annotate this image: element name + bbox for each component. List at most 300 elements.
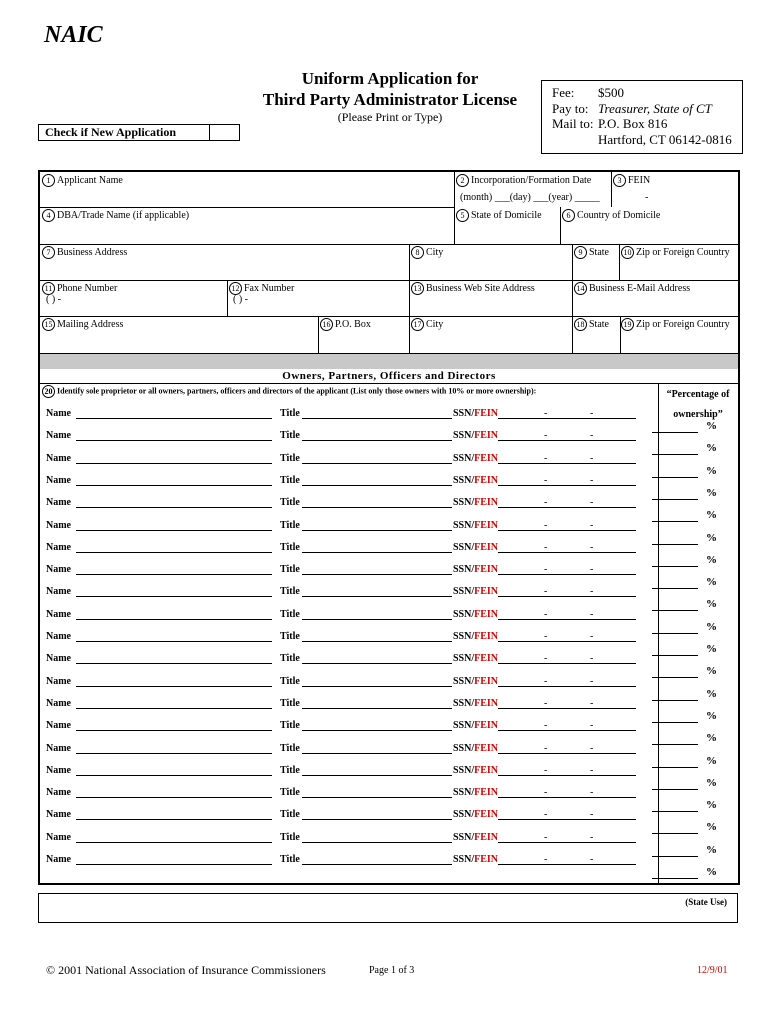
fein-label: FEIN xyxy=(474,764,499,776)
ssn-label: SSN/ xyxy=(453,452,475,464)
field-website[interactable] xyxy=(411,282,535,295)
fein-label: FEIN xyxy=(474,854,499,865)
ssn-dash: - xyxy=(590,854,594,865)
percentage-input-line[interactable] xyxy=(652,477,698,478)
title-label: Title xyxy=(280,541,300,553)
percentage-input-line[interactable] xyxy=(652,700,698,701)
name-input-line[interactable] xyxy=(76,440,272,441)
name-label: Name xyxy=(46,452,71,464)
field-incorporation-date[interactable] xyxy=(456,174,591,187)
field-number: 5 xyxy=(456,209,469,222)
percent-symbol: % xyxy=(706,486,717,499)
percentage-entry xyxy=(652,843,732,860)
owner-row xyxy=(40,653,640,667)
owner-row xyxy=(40,809,640,823)
ssn-fein-label xyxy=(453,564,498,575)
percentage-input-line[interactable] xyxy=(652,722,698,723)
name-label: Name xyxy=(46,631,71,642)
name-input-line[interactable] xyxy=(76,574,272,575)
ssn-input-line[interactable] xyxy=(498,507,636,508)
field-number: 10 xyxy=(621,246,634,259)
field-business-address[interactable] xyxy=(42,246,127,259)
field-label: State of Domicile xyxy=(471,209,542,221)
name-input-line[interactable] xyxy=(76,596,272,597)
field-number: 8 xyxy=(411,246,424,259)
title-input-line[interactable] xyxy=(302,463,452,464)
grid-line xyxy=(40,244,738,245)
name-label: Name xyxy=(46,854,71,865)
title-label: Title xyxy=(280,809,300,821)
ssn-input-line[interactable] xyxy=(498,708,636,709)
ssn-input-line[interactable] xyxy=(498,753,636,754)
ssn-input-line[interactable] xyxy=(498,440,636,441)
percentage-header-line-1: “Percentage of xyxy=(666,389,730,400)
percentage-entry xyxy=(652,868,732,882)
footer-copyright: © 2001 National Association of Insurance Commissioners xyxy=(46,963,326,977)
ssn-dash: - xyxy=(590,831,594,843)
title-input-line[interactable] xyxy=(302,753,452,754)
owner-row xyxy=(40,832,640,846)
owner-row xyxy=(40,497,640,511)
percent-symbol: % xyxy=(706,843,717,856)
percent-symbol: % xyxy=(706,665,717,678)
ssn-dash: - xyxy=(544,586,548,598)
title-label: Title xyxy=(280,742,300,754)
ssn-input-line[interactable] xyxy=(498,797,636,798)
name-input-line[interactable] xyxy=(76,730,272,731)
percentage-input-line[interactable] xyxy=(652,856,698,857)
ssn-label: SSN/ xyxy=(453,854,475,865)
percent-symbol: % xyxy=(706,643,717,655)
name-input-line[interactable] xyxy=(76,485,272,486)
fein-label: FEIN xyxy=(474,452,499,464)
ssn-dash: - xyxy=(590,586,594,598)
ssn-dash: - xyxy=(590,720,594,732)
percentage-input-line[interactable] xyxy=(652,499,698,500)
field-mailing-address[interactable] xyxy=(42,318,123,331)
owner-row xyxy=(40,676,640,690)
instruction-text: Identify sole proprietor or all owners, partners, officers and directors of the applicant (List only those owners with 10% or more ownership): xyxy=(57,386,537,396)
ssn-input-line[interactable] xyxy=(498,485,636,486)
ssn-dash: - xyxy=(590,742,594,754)
owner-row xyxy=(40,854,640,868)
percentage-input-line[interactable] xyxy=(652,677,698,678)
title-input-line[interactable] xyxy=(302,708,452,709)
percentage-entry xyxy=(652,422,732,436)
name-label: Name xyxy=(46,586,71,598)
name-input-line[interactable] xyxy=(76,864,272,865)
ssn-dash: - xyxy=(544,564,548,576)
field-number: 19 xyxy=(621,318,634,331)
field-label: Business Web Site Address xyxy=(426,282,535,294)
owner-row xyxy=(40,564,640,578)
ssn-input-line[interactable] xyxy=(498,552,636,553)
title-label: Title xyxy=(280,854,300,865)
owner-row xyxy=(40,765,640,779)
ssn-dash: - xyxy=(544,742,548,754)
percentage-input-line[interactable] xyxy=(652,521,698,522)
ssn-label: SSN/ xyxy=(453,541,475,553)
field-label: P.O. Box xyxy=(335,318,371,330)
grid-line xyxy=(572,244,573,353)
percentage-input-line[interactable] xyxy=(652,566,698,567)
title-label: Title xyxy=(280,430,300,442)
percent-symbol: % xyxy=(706,687,717,700)
fein-label: FEIN xyxy=(474,787,499,799)
new-application-label: Check if New Application xyxy=(45,125,177,139)
payto-label: Pay to: xyxy=(552,101,589,116)
field-number: 3 xyxy=(613,174,626,187)
ssn-fein-label xyxy=(453,430,498,441)
title-label: Title xyxy=(280,653,300,665)
ssn-dash: - xyxy=(590,541,594,553)
percentage-entry xyxy=(652,444,732,458)
percentage-entry xyxy=(652,511,732,525)
ssn-label: SSN/ xyxy=(453,631,475,642)
fax-format-hint: ( ) - xyxy=(233,294,248,305)
name-input-line[interactable] xyxy=(76,552,272,553)
ssn-fein-label xyxy=(453,631,498,642)
percent-symbol: % xyxy=(706,531,717,544)
percentage-input-line[interactable] xyxy=(652,588,698,589)
field-number: 9 xyxy=(574,246,587,259)
ssn-input-line[interactable] xyxy=(498,686,636,687)
field-state-of-domicile[interactable] xyxy=(456,209,542,222)
ssn-dash: - xyxy=(544,452,548,464)
ssn-dash: - xyxy=(590,564,594,576)
ssn-input-line[interactable] xyxy=(498,463,636,464)
field-number: 14 xyxy=(574,282,587,295)
ssn-input-line[interactable] xyxy=(498,819,636,820)
field-number: 13 xyxy=(411,282,424,295)
name-input-line[interactable] xyxy=(76,463,272,464)
percentage-input-line[interactable] xyxy=(652,878,698,879)
title-input-line[interactable] xyxy=(302,842,452,843)
ssn-dash: - xyxy=(544,764,548,776)
ssn-dash: - xyxy=(544,497,548,509)
title-label: Title xyxy=(280,697,300,709)
owner-row xyxy=(40,453,640,467)
ssn-dash: - xyxy=(544,608,548,620)
name-label: Name xyxy=(46,430,71,442)
field-po-box[interactable] xyxy=(320,318,371,331)
title-line-1: Uniform Application for xyxy=(301,69,479,88)
name-label: Name xyxy=(46,653,71,665)
title-label: Title xyxy=(280,631,300,642)
field-label: City xyxy=(426,318,444,330)
footer-date: 12/9/01 xyxy=(697,965,728,976)
ssn-fein-label xyxy=(453,676,498,687)
name-label: Name xyxy=(46,564,71,576)
ssn-input-line[interactable] xyxy=(498,619,636,620)
name-label: Name xyxy=(46,764,71,776)
ssn-dash: - xyxy=(590,408,594,419)
ssn-fein-label xyxy=(453,520,498,531)
ssn-dash: - xyxy=(544,675,548,687)
percent-symbol: % xyxy=(706,576,717,589)
ssn-fein-label xyxy=(453,698,498,709)
owner-row xyxy=(40,631,640,645)
grid-line xyxy=(40,207,454,208)
ssn-dash: - xyxy=(590,497,594,509)
name-input-line[interactable] xyxy=(76,507,272,508)
name-label: Name xyxy=(46,742,71,754)
title-input-line[interactable] xyxy=(302,730,452,731)
percentage-input-line[interactable] xyxy=(652,811,698,812)
title-label: Title xyxy=(280,675,300,687)
owner-row xyxy=(40,430,640,444)
name-input-line[interactable] xyxy=(76,418,272,419)
date-format-hint: (month) ___(day) ___(year) _____ xyxy=(460,192,600,203)
percent-symbol: % xyxy=(706,709,717,722)
field-mailing-city[interactable] xyxy=(411,318,443,331)
owner-row xyxy=(40,408,640,422)
title-label: Title xyxy=(280,564,300,576)
ssn-dash: - xyxy=(544,430,548,442)
field-label: Phone Number xyxy=(57,282,118,294)
ssn-fein-label xyxy=(453,408,498,419)
title-input-line[interactable] xyxy=(302,530,452,531)
percentage-input-line[interactable] xyxy=(652,767,698,768)
grid-line xyxy=(40,383,738,384)
field-label: FEIN xyxy=(628,174,651,186)
fein-label: FEIN xyxy=(474,720,499,732)
percent-symbol: % xyxy=(706,754,717,767)
fein-label: FEIN xyxy=(474,631,499,642)
field-number: 2 xyxy=(456,174,469,187)
percentage-input-line[interactable] xyxy=(652,744,698,745)
ssn-dash: - xyxy=(590,519,594,531)
phone-format-hint: ( ) - xyxy=(46,294,61,305)
mailto-label: Mail to: xyxy=(552,116,594,131)
percentage-entry xyxy=(652,709,732,726)
field-label: Incorporation/Formation Date xyxy=(471,174,592,186)
percent-symbol: % xyxy=(706,553,717,566)
title-input-line[interactable] xyxy=(302,686,452,687)
title-input-line[interactable] xyxy=(302,619,452,620)
name-input-line[interactable] xyxy=(76,753,272,754)
ssn-dash: - xyxy=(590,474,594,486)
owner-row xyxy=(40,720,640,734)
percent-symbol: % xyxy=(706,598,717,611)
field-mailing-state[interactable] xyxy=(574,318,609,331)
grid-line xyxy=(409,244,410,353)
title-input-line[interactable] xyxy=(302,485,452,486)
field-number: 16 xyxy=(320,318,333,331)
name-input-line[interactable] xyxy=(76,530,272,531)
ssn-label: SSN/ xyxy=(453,764,475,776)
percentage-entry xyxy=(652,801,732,815)
mailto-value: P.O. Box 816 xyxy=(598,116,668,131)
title-label: Title xyxy=(280,586,300,598)
percent-symbol: % xyxy=(706,509,717,522)
ssn-dash: - xyxy=(590,764,594,776)
field-number: 11 xyxy=(42,282,55,295)
field-email[interactable] xyxy=(574,282,690,295)
name-input-line[interactable] xyxy=(76,663,272,664)
name-label: Name xyxy=(46,497,71,509)
title-input-line[interactable] xyxy=(302,440,452,441)
field-label: Business E-Mail Address xyxy=(589,282,691,294)
field-label: Applicant Name xyxy=(57,174,123,186)
ssn-input-line[interactable] xyxy=(498,596,636,597)
title-input-line[interactable] xyxy=(302,596,452,597)
percentage-entry xyxy=(652,823,732,837)
owner-row xyxy=(40,542,640,556)
name-input-line[interactable] xyxy=(76,797,272,798)
percentage-input-line[interactable] xyxy=(652,655,698,656)
name-input-line[interactable] xyxy=(76,775,272,776)
name-input-line[interactable] xyxy=(76,619,272,620)
title-input-line[interactable] xyxy=(302,864,452,865)
title-input-line[interactable] xyxy=(302,507,452,508)
fein-label: FEIN xyxy=(474,564,499,576)
field-state[interactable] xyxy=(574,246,609,259)
name-input-line[interactable] xyxy=(76,686,272,687)
new-application-checkbox-row[interactable] xyxy=(38,124,240,141)
percentage-header xyxy=(660,385,736,425)
field-label: State xyxy=(589,318,609,330)
percent-symbol: % xyxy=(706,866,717,878)
percentage-input-line[interactable] xyxy=(652,610,698,611)
title-label: Title xyxy=(280,519,300,531)
ssn-fein-label xyxy=(453,475,498,486)
title-input-line[interactable] xyxy=(302,418,452,419)
percentage-entry xyxy=(652,578,732,592)
owner-row xyxy=(40,520,640,534)
field-city[interactable] xyxy=(411,246,443,259)
percentage-input-line[interactable] xyxy=(652,454,698,455)
org-logo-text: NAIC xyxy=(44,22,103,48)
title-input-line[interactable] xyxy=(302,797,452,798)
fein-label: FEIN xyxy=(474,742,499,754)
percentage-entry xyxy=(652,464,732,481)
ssn-dash: - xyxy=(590,809,594,821)
ssn-dash: - xyxy=(590,675,594,687)
title-input-line[interactable] xyxy=(302,641,452,642)
title-input-line[interactable] xyxy=(302,819,452,820)
ssn-fein-label xyxy=(453,854,498,865)
field-fein[interactable] xyxy=(613,174,650,187)
percentage-entry xyxy=(652,531,732,548)
field-number: 4 xyxy=(42,209,55,222)
fein-label: FEIN xyxy=(474,430,499,442)
ssn-input-line[interactable] xyxy=(498,775,636,776)
name-input-line[interactable] xyxy=(76,842,272,843)
ssn-fein-label xyxy=(453,653,498,664)
ssn-input-line[interactable] xyxy=(498,418,636,419)
grid-line xyxy=(454,172,455,244)
ssn-label: SSN/ xyxy=(453,608,475,620)
ssn-label: SSN/ xyxy=(453,809,475,821)
percentage-header-line-2: ownership” xyxy=(673,409,723,420)
owners-section-title: Owners, Partners, Officers and Directors xyxy=(282,370,496,382)
percentage-input-line[interactable] xyxy=(652,789,698,790)
name-label: Name xyxy=(46,474,71,486)
ssn-dash: - xyxy=(590,631,594,642)
field-mailing-zip[interactable] xyxy=(621,318,730,331)
title-label: Title xyxy=(280,787,300,799)
ssn-input-line[interactable] xyxy=(498,574,636,575)
ssn-label: SSN/ xyxy=(453,720,475,732)
field-label: Country of Domicile xyxy=(577,209,661,221)
ssn-dash: - xyxy=(544,854,548,865)
ssn-fein-label xyxy=(453,453,498,464)
percentage-input-line[interactable] xyxy=(652,633,698,634)
ssn-fein-label xyxy=(453,743,498,754)
fein-label: FEIN xyxy=(474,497,499,509)
ssn-fein-label xyxy=(453,809,498,820)
percentage-entry xyxy=(652,667,732,681)
percent-symbol: % xyxy=(706,620,717,633)
percentage-entry xyxy=(652,553,732,570)
ssn-label: SSN/ xyxy=(453,831,475,843)
name-label: Name xyxy=(46,831,71,843)
field-applicant-name[interactable] xyxy=(42,174,123,187)
percentage-input-line[interactable] xyxy=(652,833,698,834)
percentage-input-line[interactable] xyxy=(652,432,698,433)
new-application-checkbox[interactable] xyxy=(209,125,210,140)
ssn-input-line[interactable] xyxy=(498,730,636,731)
ssn-label: SSN/ xyxy=(453,564,475,576)
name-input-line[interactable] xyxy=(76,641,272,642)
field-label: Fax Number xyxy=(244,282,295,294)
name-input-line[interactable] xyxy=(76,819,272,820)
name-label: Name xyxy=(46,519,71,531)
ssn-dash: - xyxy=(544,631,548,642)
name-label: Name xyxy=(46,787,71,799)
fein-label: FEIN xyxy=(474,586,499,598)
ssn-input-line[interactable] xyxy=(498,530,636,531)
owner-row xyxy=(40,609,640,623)
owner-row xyxy=(40,698,640,712)
ssn-input-line[interactable] xyxy=(498,641,636,642)
ssn-label: SSN/ xyxy=(453,430,475,442)
ssn-input-line[interactable] xyxy=(498,864,636,865)
title-input-line[interactable] xyxy=(302,574,452,575)
percentage-entry xyxy=(652,754,732,771)
name-label: Name xyxy=(46,697,71,709)
field-dba-name[interactable] xyxy=(42,209,189,222)
percentage-entry xyxy=(652,486,732,503)
ssn-dash: - xyxy=(544,541,548,553)
ssn-fein-label xyxy=(453,765,498,776)
fein-label: FEIN xyxy=(474,675,499,687)
ssn-label: SSN/ xyxy=(453,697,475,709)
name-input-line[interactable] xyxy=(76,708,272,709)
grid-line xyxy=(619,244,620,280)
percent-symbol: % xyxy=(706,420,717,432)
fein-label: FEIN xyxy=(474,653,499,665)
form-title xyxy=(230,68,550,110)
title-input-line[interactable] xyxy=(302,663,452,664)
field-zip[interactable] xyxy=(621,246,730,259)
ssn-input-line[interactable] xyxy=(498,663,636,664)
field-label: City xyxy=(426,246,444,258)
ssn-input-line[interactable] xyxy=(498,842,636,843)
field-country-of-domicile[interactable] xyxy=(562,209,660,222)
ssn-dash: - xyxy=(544,809,548,821)
percentage-entry xyxy=(652,645,732,659)
title-input-line[interactable] xyxy=(302,775,452,776)
ssn-fein-label xyxy=(453,787,498,798)
ssn-dash: - xyxy=(544,408,548,419)
percent-symbol: % xyxy=(706,776,717,789)
field-number: 6 xyxy=(562,209,575,222)
percentage-input-line[interactable] xyxy=(652,544,698,545)
field-label: DBA/Trade Name (if applicable) xyxy=(57,209,190,221)
title-input-line[interactable] xyxy=(302,552,452,553)
